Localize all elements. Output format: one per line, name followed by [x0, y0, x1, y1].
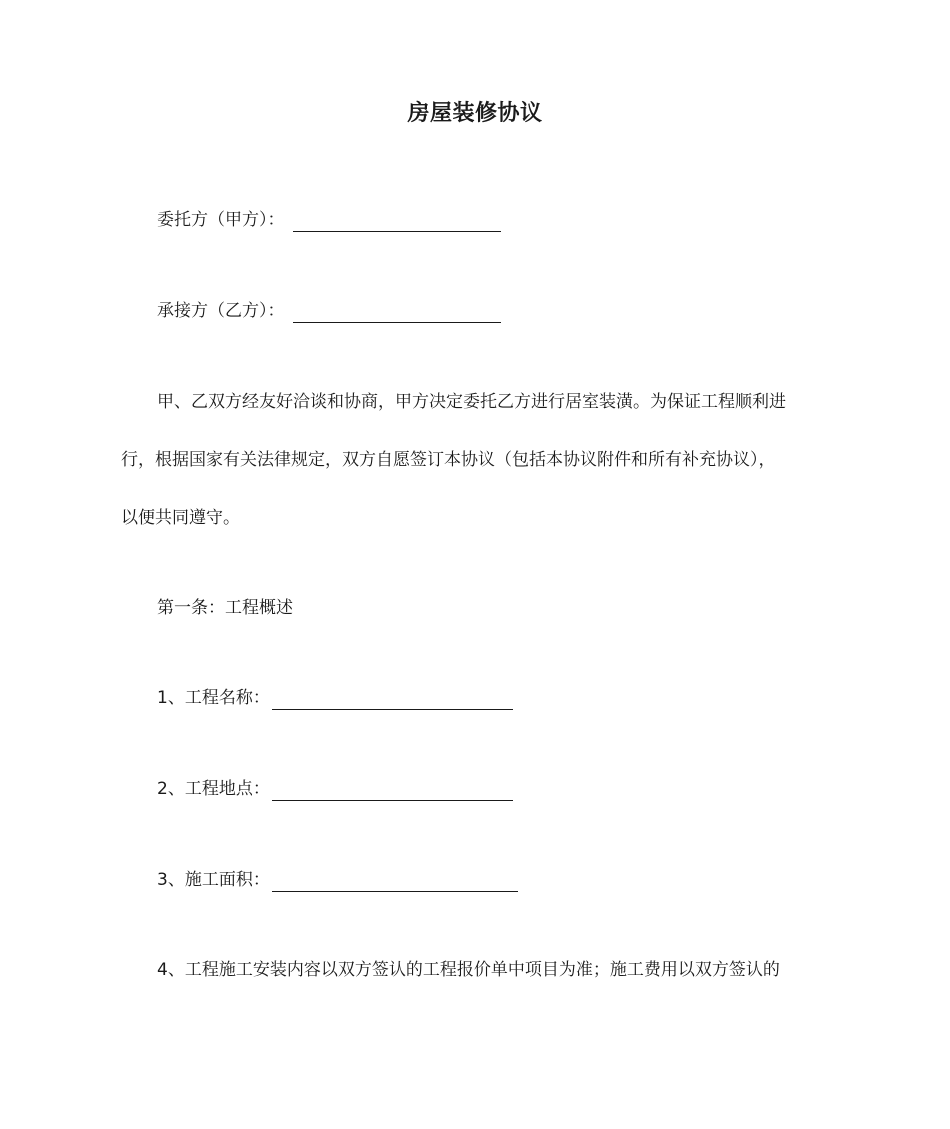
construction-area-field	[157, 868, 518, 892]
party-a-label: 委托方（甲方）：	[157, 210, 285, 230]
party-b-blank-line	[293, 303, 501, 323]
party-b-label: 承接方（乙方）：	[157, 301, 285, 321]
project-name-field	[157, 686, 513, 710]
party-b-field	[157, 299, 501, 323]
item-4-line: 4、工程施工安装内容以双方签认的工程报价单中项目为准；施工费用以双方签认的	[157, 960, 780, 980]
intro-line-3: 以便共同遵守。	[121, 508, 240, 528]
project-location-label: 2、工程地点：	[157, 779, 270, 799]
article-1-heading: 第一条：工程概述	[157, 598, 293, 618]
construction-area-blank-line	[272, 872, 518, 892]
project-location-field	[157, 777, 513, 801]
intro-line-1: 甲、乙双方经友好洽谈和协商，甲方决定委托乙方进行居室装潢。为保证工程顺利进	[157, 392, 786, 412]
project-location-blank-line	[272, 781, 513, 801]
intro-line-2: 行，根据国家有关法律规定，双方自愿签订本协议（包括本协议附件和所有补充协议），	[121, 450, 776, 470]
construction-area-label: 3、施工面积：	[157, 870, 270, 890]
project-name-blank-line	[272, 690, 513, 710]
project-name-label: 1、工程名称：	[157, 688, 270, 708]
party-a-field	[157, 208, 501, 232]
party-a-blank-line	[293, 212, 501, 232]
document-title: 房屋装修协议	[407, 101, 543, 126]
